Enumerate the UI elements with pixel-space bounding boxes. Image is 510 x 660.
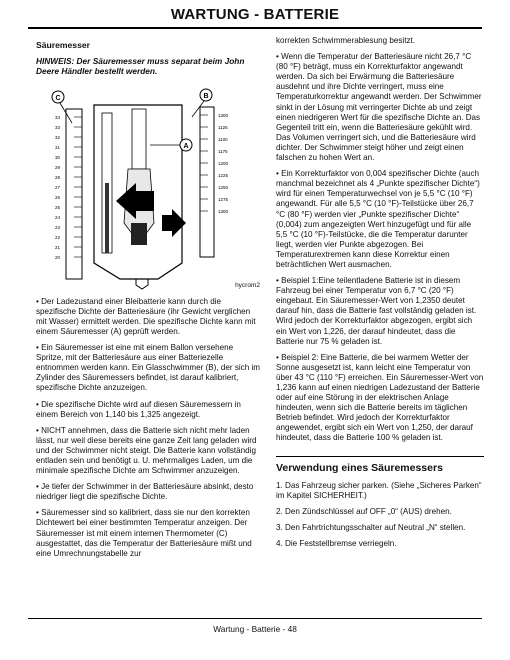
footer-rule <box>28 618 482 619</box>
scale-left-0: 34 <box>54 114 60 120</box>
scale-left-10: 24 <box>54 214 60 220</box>
scale-left-14: 20 <box>54 254 60 260</box>
paragraph-float-depth: • Je tiefer der Schwimmer in der Batteriesäure absinkt, desto niedriger liegt die spezifische Dichte. <box>36 482 254 502</box>
scale-left-7: 27 <box>54 184 60 190</box>
scale-left-11: 23 <box>54 224 60 230</box>
scale-right-2: 1100 <box>218 136 228 142</box>
section-subtitle: Säuremesser <box>36 40 90 50</box>
page-footer: Wartung - Batterie - 48 <box>213 624 297 634</box>
scale-right-6: 1250 <box>218 184 229 190</box>
scale-right-1: 1125 <box>218 124 228 130</box>
paragraph-continuation: korrekten Schwimmerablesung besitzt. <box>276 36 416 45</box>
hydrometer-figure <box>36 83 262 291</box>
paragraph-intro: • Der Ladezustand einer Bleibatterie kann durch die spezifische Dichte der Batteriesäure (ihr Gewicht verglichen mit Wasser) ermittelt werden. Die spezifische Dichte kann mit einem Säuremesser (A) geprüft werden. <box>36 296 256 336</box>
scale-left-8: 26 <box>54 194 60 200</box>
paragraph-example-1: • Beispiel 1:Eine teilentladene Batterie ist in diesem Fahrzeug bei einer Temperatur von 6,7 °C (20 °F) eingebaut. Ein Säuremesser-Wert von 1,2350 deutet darauf hin, dass die Batterie fast vollständig geladen ist. Wird jedoch der Korrekturfaktor abgezogen, ergibt sich ein Wert von 1,226, der darauf hindeutet, dass die Batterie nur 75 % geladen ist. <box>276 276 477 346</box>
scale-left-12: 22 <box>54 234 60 240</box>
callout-a: A <box>183 142 189 150</box>
scale-right-7: 1275 <box>218 196 229 202</box>
paragraph-calibration: • Säuremesser sind so kalibriert, dass sie nur den korrekten Dichtewert bei einer bestimmten Temperatur anzeigen. Der Säuremesser ist mit einem internen Thermometer (C) ausgestattet, das die Temperatur der Batteriesäure mißt und eine Umrechnungstabelle zur <box>36 508 252 558</box>
paragraph-range: • Die spezifische Dichte wird auf diesen Säuremessern in einem Bereich von 1,140 bis 1,325 angezeigt. <box>36 399 241 419</box>
step-4: 4. Die Feststellbremse verriegeln. <box>276 539 397 549</box>
scale-left-13: 21 <box>54 244 60 250</box>
scale-left-2: 32 <box>54 134 60 140</box>
paragraph-example-2: • Beispiel 2: Eine Batterie, die bei warmem Wetter der Sonne ausgesetzt ist, kann leicht eine Temperatur von über 43 °C (110 °F) erreichen. Ein Säuremesser-Wert von 1,236 kann auf einen niedrigen Ladezustand der Batterie oder auf eine Störung in der elektrischen Anlage hindeuten, wenn sich die Batterie bereits im täglichen Betrieb befindet. Wird jedoch der Korrekturfaktor angewendet, ergibt sich ein Wert von 1,250, der darauf hindeutet, dass die Batterie 100 % geladen ist. <box>276 352 484 443</box>
section-heading-usage: Verwendung eines Säuremessers <box>276 456 484 473</box>
header-rule <box>28 27 482 29</box>
scale-left-3: 31 <box>54 144 60 150</box>
hydrometer-illustration <box>36 83 262 291</box>
scale-left-9: 25 <box>54 204 60 210</box>
note-hinweis: HINWEIS: Der Säuremesser muss separat beim John Deere Händler bestellt werden. <box>36 56 245 77</box>
paragraph-syringe: • Ein Säuremesser ist eine mit einem Ballon versehene Spritze, mit der Batteriesäure aus einer Batteriezelle entnommen werden kann. Ein Glasschwimmer (B), der sich im Zylinder des Säuremessers befindet, ist darauf kalibriert, spezifische Dichte anzuzeigen. <box>36 343 261 393</box>
scale-right-0: 1300 <box>218 112 229 118</box>
scale-right-5: 1225 <box>218 172 229 178</box>
page-header <box>0 0 510 30</box>
step-1: 1. Das Fahrzeug sicher parken. (Siehe „Sicheres Parken“ im Kapitel SICHERHEIT.) <box>276 480 482 500</box>
paragraph-correction-factor: • Ein Korrekturfaktor von 0,004 spezifischer Dichte (auch manchmal bezeichnet als 4 „Punkte spezifischer Dichte“) wird für einen Temperaturwechsel von je 5,5 °C (10 °F) angewandt. Für alle 5,5 °C (10 °F)-Teilstücke über 26,7 °C (80 °F) werden vier „Punkte spezifischer Dichte“ (0,004) zum angezeigten Wert hinzugefügt und für alle 5,5 °C (10 °F)-Teilstücke, die die Temperatur darunter liegt, werden vier Punkte abgezogen. Bei Temperaturextremen kann diese Korrektur einen beträchtlichen Wert ausmachen. <box>276 169 480 269</box>
figure-caption: hycrom2 <box>235 281 260 289</box>
page-title: WARTUNG - BATTERIE <box>170 6 340 23</box>
right-column <box>276 36 484 555</box>
scale-right-4: 1200 <box>218 160 229 166</box>
scale-left-5: 29 <box>54 164 60 170</box>
scale-left-1: 33 <box>54 124 60 130</box>
scale-left-6: 28 <box>54 174 60 180</box>
callout-c: C <box>55 94 61 102</box>
paragraph-temperature: • Wenn die Temperatur der Batteriesäure nicht 26,7 °C (80 °F) beträgt, muss ein Korrekturfaktor angewandt werden. Da sich bei Erwärmung die Batteriesäure ausdehnt und ihre Dichte verringert, muss eine Temperaturkorrektur angewandt werden. Der Schwimmer sinkt in der Lösung mit verringerter Dichte ab und zeigt einen niedrigeren Wert für die spezifische Dichte an. Das Gegenteil tritt ein, wenn die Batteriesäure gekühlt wird. Das Volumen verringert sich, und die Batteriesäure wird dichter. Der Schwimmer steigt höher und zeigt einen falschen zu hohen Wert an. <box>276 52 482 163</box>
callout-b: B <box>203 92 209 100</box>
paragraph-charging: • NICHT annehmen, dass die Batterie sich nicht mehr laden lässt, nur weil diese bereits eine ganze Zeit lang geladen wird und der Schwimmer nicht steigt. Die Batterie kann vollständig entladen sein und benötigt u. U. mehrmaliges Laden, um die minimale spezifische Dichte am Schwimmer anzuzeigen. <box>36 425 257 476</box>
left-column <box>36 36 262 565</box>
scale-left-4: 30 <box>54 154 60 160</box>
step-3: 3. Den Fahrtrichtungsschalter auf Neutral „N“ stellen. <box>276 522 466 532</box>
step-2: 2. Den Zündschlüssel auf OFF „0“ (AUS) drehen. <box>276 506 452 516</box>
scale-right-8: 1300 <box>218 208 229 214</box>
scale-right-3: 1175 <box>218 148 228 154</box>
